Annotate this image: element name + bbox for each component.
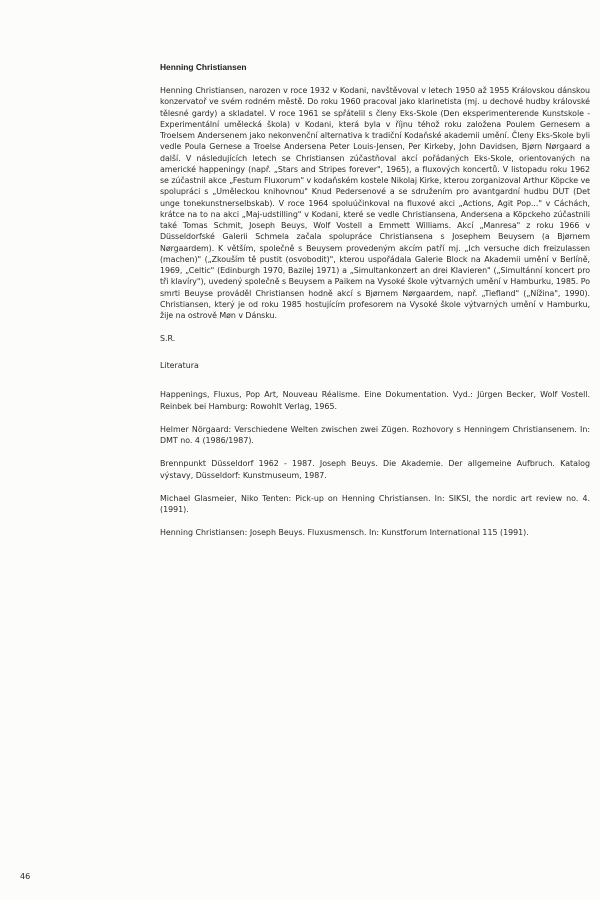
article-title: Henning Christiansen	[160, 62, 247, 72]
reference-list	[160, 389, 590, 538]
author-initials: S.R.	[160, 334, 176, 344]
reference-item: Michael Glasmeier, Niko Tenten: Pick-up on Henning Christiansen. In: SIKSI, the nordic art review no. 4. (1991).	[160, 493, 590, 514]
page-number: 46	[20, 872, 31, 881]
article	[160, 62, 590, 551]
reference-item: Brennpunkt Düsseldorf 1962 - 1987. Joseph Beuys. Die Akademie. Der allgemeine Aufbruch. Katalog výstavy, Düsseldorf: Kunstmuseum, 1987.	[160, 459, 590, 480]
reference-item: Helmer Nörgaard: Verschiedene Welten zwischen zwei Zügen. Rozhovory s Henningem Christiansenem. In: DMT no. 4 (1986/1987).	[160, 424, 590, 445]
literature-heading: Literatura	[160, 361, 199, 371]
article-body: Henning Christiansen, narozen v roce 1932 v Kodani, navštěvoval v letech 1950 až 1955 Královskou dánskou konzervatoř ve svém rodném městě. Do roku 1960 pracoval jako klarinetista (mj. u dechové hudby královské tělesné gardy) a skladatel. V roce 1961 se spřátelil s členy Eks-Skole (Den eksperimenterende Kunstskole - Experimentální umělecká škola) v Kodani, která byla v říjnu téhož roku založena Poulem Gernesem a Troelsem Andersenem jako nekonvenční alternativa k tradiční Kodaňské akademii umění. Členy Eks-Skole byli vedle Poula Gernese a Troelse Andersena Peter Louis-Jensen, Per Kirkeby, John Davidsen, Bjørn Nørgaard a další. V následujících letech se Christiansen zúčastňoval akcí pořádaných Eks-Skole, orientovaných na americké happeningy (např. „Stars and Stripes forever", 1965), a fluxových koncertů. V listopadu roku 1962 se zúčastnil akce „Festum Fluxorum" v kodaňském kostele Nikolaj Kirke, kterou zorganizoval Arthur Köpcke ve spolupráci s „Uměleckou knihovnou" Knud Pedersenové a se sdružením pro avantgardní hudbu DUT (Det unge tonekunstnerselbskab). V roce 1964 spoluúčinkoval na fluxové akci „Actions, Agit Pop..." v Cáchách, krátce na to na akci „Maj-udstilling" v Kodani, které se vedle Christiansena, Andersena a Köpckeho zúčastnili také Tomas Schmit, Joseph Beuys, Wolf Vostell a Emmett Williams. Akcí „Manresa" z roku 1966 v Düsseldorfské Galerii Schmela začala spolupráce Christiansena s Josephem Beuysem (a Bjørnem Nørgaardem). K větším, společně s Beuysem provedeným akcím patří mj. „Ich versuche dich freizulassen (machen)" („Zkouším tě pustit (osvobodit)", kterou uspořádala Galerie Block na Akademii umění v Berlíně, 1969, „Celtic" (Edinburgh 1970, Bazilej 1971) a „Simultankonzert an drei Klavieren" („Simultánní koncert pro tři klavíry"), uvedený společně s Beuysem a Paikem na Vysoké škole výtvarných umění v Hamburku, 1985. Po smrti Beuyse prováděl Christiansen hodně akcí s Bjørnem Nørgaardem, např. „Tiefland" („Nížina", 1990). Christiansen, který je od roku 1985 hostujícím profesorem na Vysoké škole výtvarných umění v Hamburku, žije na ostrově Møn v Dánsku.	[160, 86, 590, 320]
reference-item: Henning Christiansen: Joseph Beuys. Fluxusmensch. In: Kunstforum International 115 (1991).	[160, 528, 529, 538]
reference-item: Happenings, Fluxus, Pop Art, Nouveau Réalisme. Eine Dokumentation. Vyd.: Jürgen Becker, Wolf Vostell. Reinbek bei Hamburg: Rowohlt Verlag, 1965.	[160, 390, 590, 411]
